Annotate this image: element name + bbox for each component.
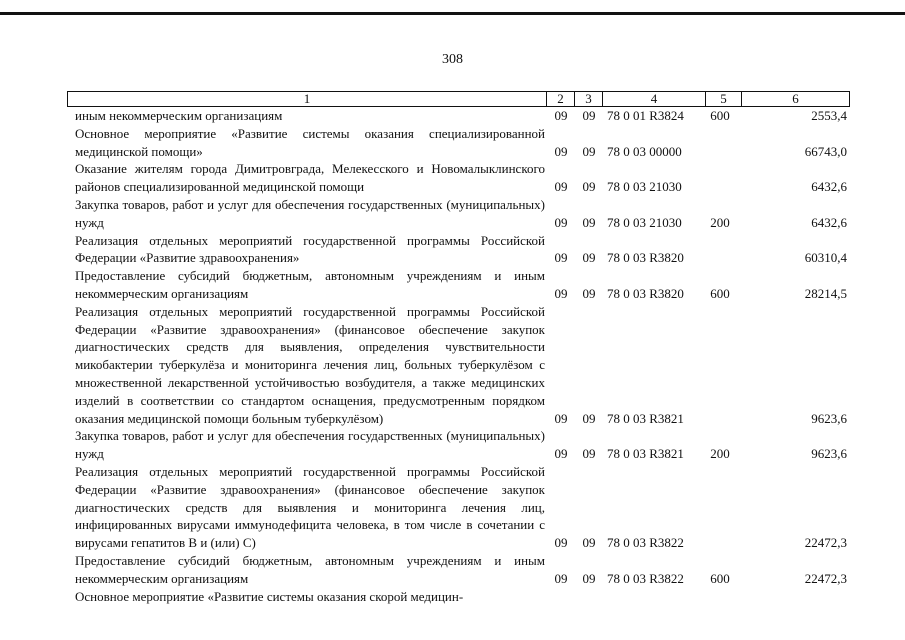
row-description: иным некоммерческим организациям [75,108,283,123]
row-description: Основное мероприятие «Развитие системы оказания специализированной медицинской помощи» [75,125,545,159]
row-section: 09 [554,570,568,586]
row-amount: 2553,4 [811,108,847,123]
row-target-code: 78 0 03 21030 [607,179,682,195]
row-subsection: 09 [582,108,596,123]
row-subsection: 09 [582,250,596,266]
row-amount: 6432,6 [811,179,847,195]
row-description: Закупка товаров, работ и услуг для обеспечения государственных (муниципальных) нужд [75,428,545,462]
table-row [75,125,850,161]
row-target-code: 78 0 03 00000 [607,143,682,159]
row-amount: 22472,3 [804,535,847,551]
column-header-2: 2 [546,92,574,106]
row-amount: 9623,6 [811,446,847,462]
row-section: 09 [554,535,568,551]
row-section: 09 [554,285,568,301]
column-header-5: 5 [705,92,741,106]
row-description: Закупка товаров, работ и услуг для обеспечения государственных (муниципальных) нужд [75,196,545,230]
table-row [75,552,850,588]
row-section: 09 [554,108,568,123]
row-amount: 60310,4 [804,250,847,266]
row-expense-type: 600 [710,108,730,123]
table-row [75,588,850,606]
row-subsection: 09 [582,214,596,230]
row-target-code: 78 0 03 R3822 [607,570,684,586]
row-section: 09 [554,214,568,230]
table-row [75,303,850,428]
row-description: Оказание жителям города Димитровграда, Мелекесского и Новомалыклинского районов специализированной медицинской помощи [75,161,545,195]
row-target-code: 78 0 03 R3821 [607,410,684,426]
row-subsection: 09 [582,410,596,426]
row-subsection: 09 [582,285,596,301]
row-target-code: 78 0 03 21030 [607,214,682,230]
row-target-code: 78 0 03 R3822 [607,535,684,551]
table-row [75,267,850,303]
row-amount: 9623,6 [811,410,847,426]
table-row [75,427,850,463]
row-description: Реализация отдельных мероприятий государственной программы Российской Федерации «Развитие здравоохранения» (финансовое обеспечение закупок диагностических средств для выявления, определения чувствительности микобактерии туберкулёза и мониторинга лечения лиц, больных туберкулёзом с множественной лекарственной устойчивостью возбудителя, а также медицинских изделий в соответствии со стандартом оснащения, предусмотренным порядком оказания медицинской помощи больным туберкулёзом) [75,303,545,426]
row-target-code: 78 0 03 R3820 [607,250,684,266]
row-expense-type: 200 [710,446,730,462]
row-subsection: 09 [582,446,596,462]
row-section: 09 [554,410,568,426]
row-subsection: 09 [582,143,596,159]
row-amount: 66743,0 [804,143,847,159]
table-header [67,91,850,107]
row-target-code: 78 0 03 R3821 [607,446,684,462]
column-header-6: 6 [741,92,849,106]
row-description: Реализация отдельных мероприятий государственной программы Российской Федерации «Развитие здравоохранения» [75,232,545,266]
table-row [75,160,850,196]
row-amount: 22472,3 [804,570,847,586]
row-section: 09 [554,143,568,159]
row-section: 09 [554,446,568,462]
row-subsection: 09 [582,570,596,586]
row-description: Предоставление субсидий бюджетным, автономным учреждениям и иным некоммерческим организациям [75,552,545,586]
table-body [75,107,850,605]
table-row [75,107,850,125]
row-target-code: 78 0 01 R3824 [607,108,684,123]
table-row [75,232,850,268]
row-subsection: 09 [582,179,596,195]
row-description: Реализация отдельных мероприятий государственной программы Российской Федерации «Развитие здравоохранения» (финансовое обеспечение закупок диагностических средств для выявления и мониторинга лечения лиц, инфицированных вирусами иммунодефицита человека, в том числе в сочетании с вирусами гепатитов В и (или) С) [75,463,545,551]
row-expense-type: 600 [710,285,730,301]
row-subsection: 09 [582,535,596,551]
column-header-4: 4 [602,92,705,106]
table-row [75,196,850,232]
column-header-1: 1 [303,91,311,106]
row-amount: 6432,6 [811,214,847,230]
column-header-3: 3 [574,92,602,106]
row-expense-type: 600 [710,570,730,586]
row-section: 09 [554,179,568,195]
row-expense-type: 200 [710,214,730,230]
page-number: 308 [442,52,463,67]
table-row [75,463,850,552]
row-description: Основное мероприятие «Развитие системы оказания скорой медицин- [75,588,464,604]
row-section: 09 [554,250,568,266]
row-description: Предоставление субсидий бюджетным, автономным учреждениям и иным некоммерческим организациям [75,268,545,301]
row-target-code: 78 0 03 R3820 [607,285,684,301]
top-rule [0,12,905,15]
row-amount: 28214,5 [804,285,847,301]
